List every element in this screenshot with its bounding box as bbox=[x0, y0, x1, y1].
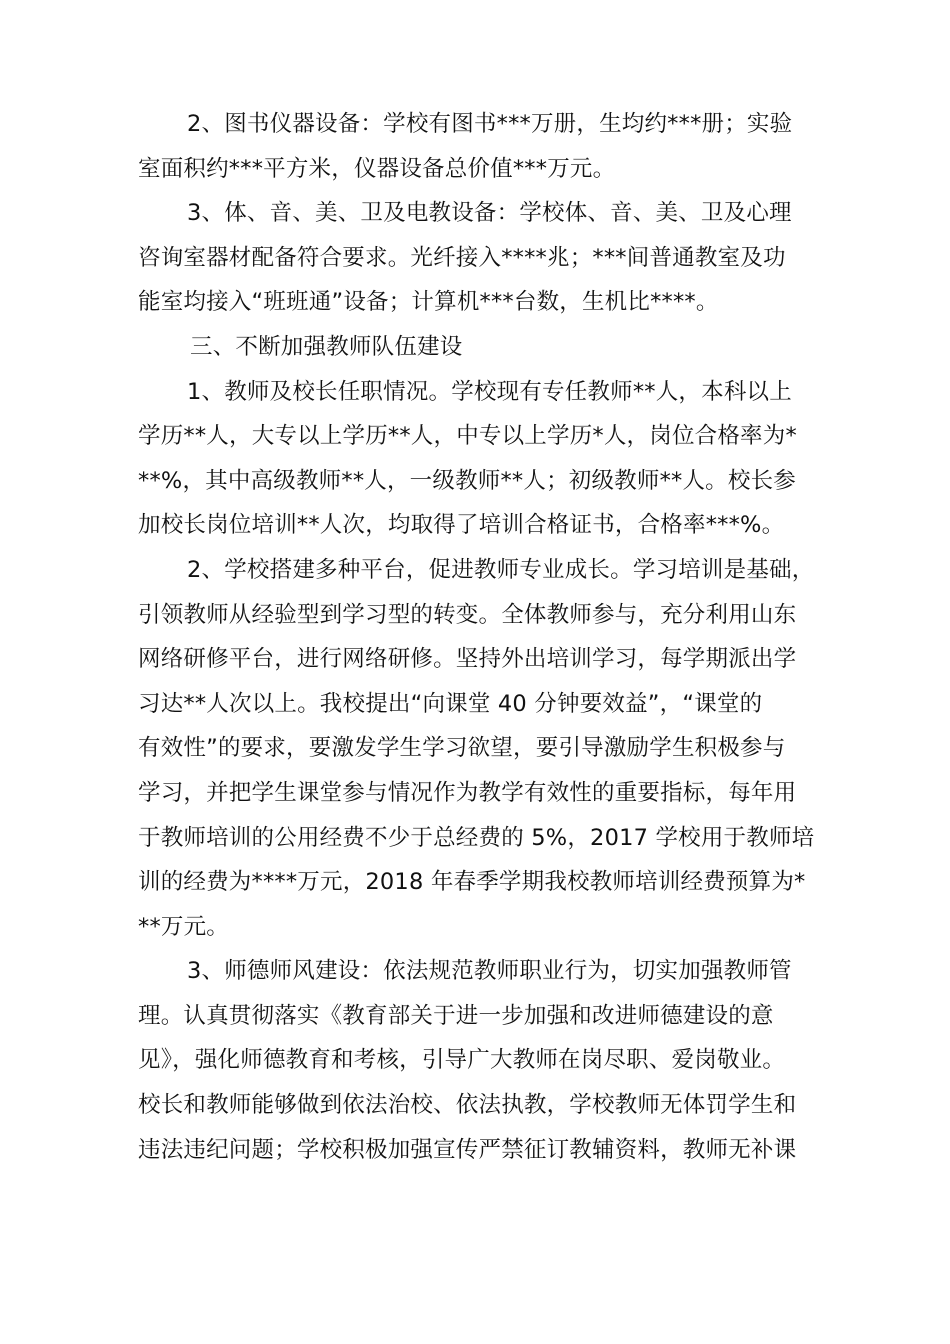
paragraph-line: 学历**人，大专以上学历**人，中专以上学历*人，岗位合格率为* bbox=[138, 423, 797, 450]
paragraph-line: 违法违纪问题；学校积极加强宣传严禁征订教辅资料，教师无补课 bbox=[138, 1136, 797, 1163]
paragraph-line: **%，其中高级教师**人，一级教师**人；初级教师**人。校长参 bbox=[138, 467, 796, 494]
paragraph-arts-equipment bbox=[138, 191, 822, 325]
paragraph-line: **万元。 bbox=[138, 913, 230, 940]
paragraph-line: 3、体、音、美、卫及电教设备：学校体、音、美、卫及心理 bbox=[187, 200, 792, 227]
paragraph-line: 于教师培训的公用经费不少于总经费的 5%，2017 学校用于教师培 bbox=[138, 824, 815, 851]
paragraph-line: 有效性”的要求，要激发学生学习欲望，要引导激励学生积极参与 bbox=[138, 735, 786, 762]
paragraph-line: 见》，强化师德教育和考核，引导广大教师在岗尽职、爱岗敬业。 bbox=[138, 1047, 786, 1074]
paragraph-line: 2、图书仪器设备：学校有图书***万册，生均约***册；实验 bbox=[187, 111, 793, 137]
paragraph-line: 能室均接入“班班通”设备；计算机***台数，生机比****。 bbox=[138, 289, 719, 316]
document-body bbox=[138, 102, 822, 1172]
paragraph-teacher-qualifications bbox=[138, 370, 822, 548]
paragraph-line: 室面积约***平方米，仪器设备总价值***万元。 bbox=[138, 155, 616, 182]
paragraph-line: 习达**人次以上。我校提出“向课堂 40 分钟要效益”，“课堂的 bbox=[138, 690, 763, 717]
paragraph-teacher-ethics bbox=[138, 949, 822, 1172]
paragraph-line: 加校长岗位培训**人次，均取得了培训合格证书，合格率***%。 bbox=[138, 512, 785, 539]
paragraph-professional-growth bbox=[138, 548, 822, 949]
paragraph-line: 3、师德师风建设：依法规范教师职业行为，切实加强教师管 bbox=[187, 958, 792, 985]
paragraph-line: 引领教师从经验型到学习型的转变。全体教师参与，充分利用山东 bbox=[138, 601, 797, 628]
paragraph-line: 理。认真贯彻落实《教育部关于进一步加强和改进师德建设的意 bbox=[138, 1002, 774, 1029]
paragraph-line: 训的经费为****万元，2018 年春季学期我校教师培训经费预算为* bbox=[138, 869, 806, 896]
paragraph-line: 1、教师及校长任职情况。学校现有专任教师**人，本科以上 bbox=[187, 378, 792, 405]
section-heading bbox=[138, 325, 822, 370]
paragraph-line: 2、学校搭建多种平台，促进教师专业成长。学习培训是基础， bbox=[187, 556, 815, 583]
section-heading-text: 三、不断加强教师队伍建设 bbox=[190, 333, 463, 360]
paragraph-line: 网络研修平台，进行网络研修。坚持外出培训学习，每学期派出学 bbox=[138, 646, 797, 673]
paragraph-library-equipment bbox=[138, 102, 822, 191]
paragraph-line: 校长和教师能够做到依法治校、依法执教，学校教师无体罚学生和 bbox=[138, 1092, 797, 1119]
paragraph-line: 咨询室器材配备符合要求。光纤接入****兆；***间普通教室及功 bbox=[138, 244, 786, 271]
paragraph-line: 学习，并把学生课堂参与情况作为教学有效性的重要指标，每年用 bbox=[138, 779, 797, 806]
